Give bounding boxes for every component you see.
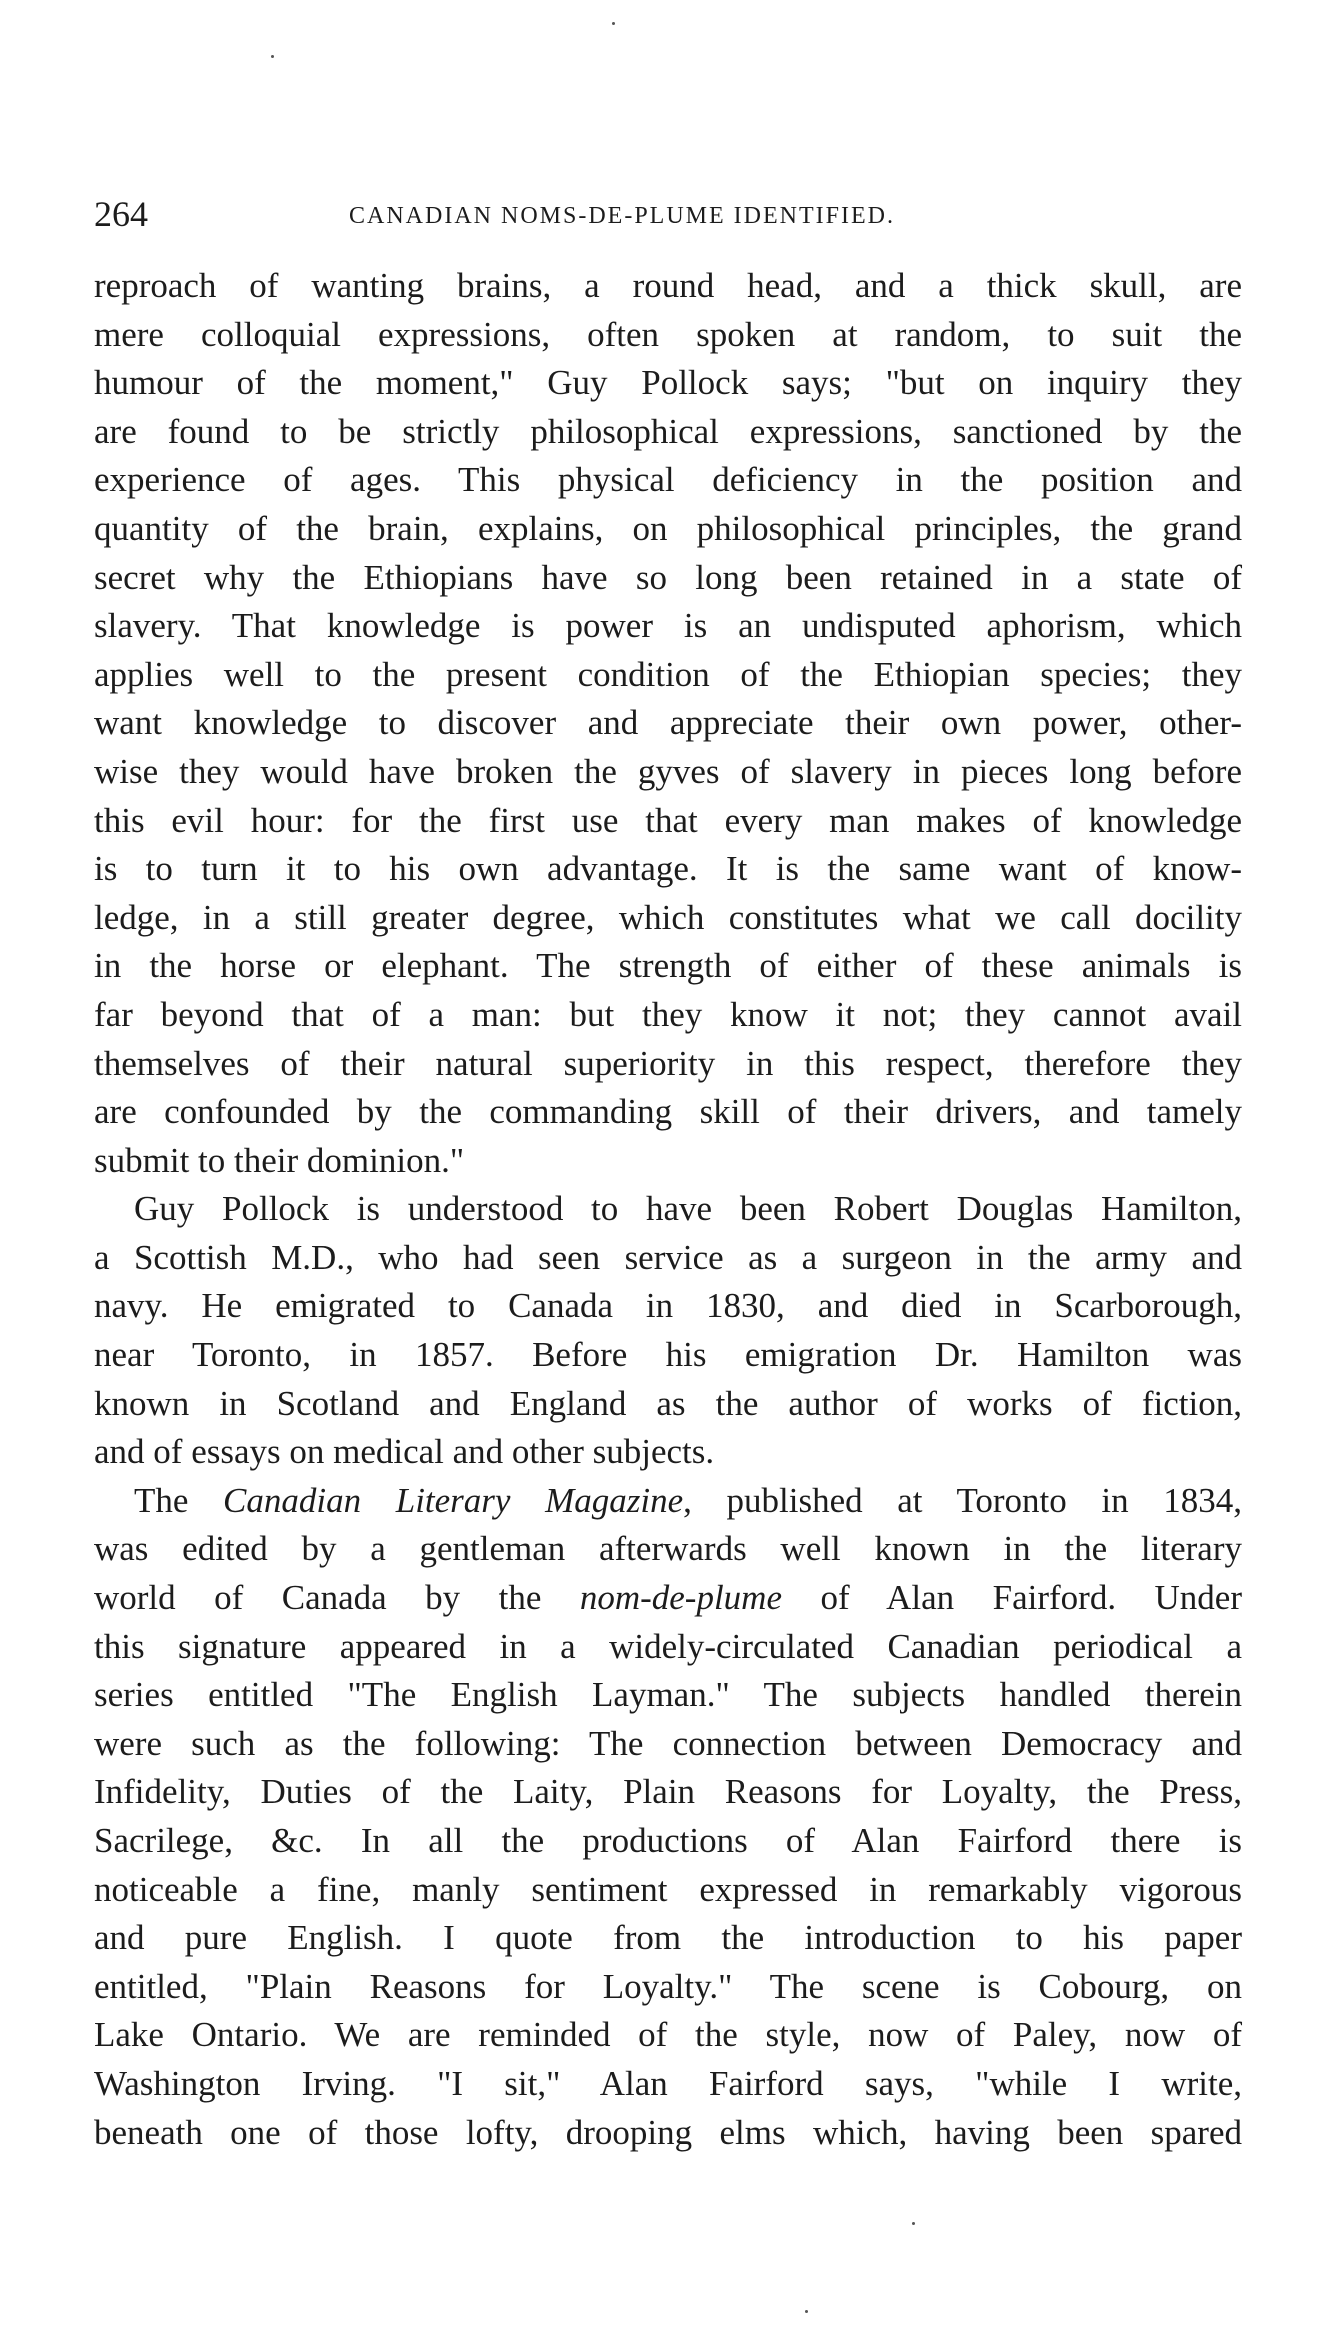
running-title: CANADIAN NOMS-DE-PLUME IDENTIFIED. — [349, 203, 895, 229]
text-line: slavery. That knowledge is power is an undisputed aphorism, which — [94, 606, 1242, 646]
scan-speck — [912, 2222, 915, 2225]
text-line: is to turn it to his own advantage. It is the same want of know- — [94, 849, 1242, 889]
text-line: themselves of their natural superiority in this respect, therefore they — [94, 1043, 1242, 1083]
text-line: near Toronto, in 1857. Before his emigration Dr. Hamilton was — [94, 1335, 1242, 1375]
text-line — [94, 1574, 1242, 1623]
text-line — [94, 1477, 1242, 1526]
text-line: a Scottish M.D., who had seen service as a surgeon in the army and — [94, 1237, 1242, 1277]
text-line: in the horse or elephant. The strength of either of these animals is — [94, 946, 1242, 986]
text-line: wise they would have broken the gyves of slavery in pieces long before — [94, 751, 1242, 791]
text-line: far beyond that of a man: but they know it not; they cannot avail — [94, 994, 1242, 1034]
text-line: are found to be strictly philosophical expressions, sanctioned by the — [94, 411, 1242, 451]
text-line: are confounded by the commanding skill of their drivers, and tamely — [94, 1092, 1242, 1132]
text-line: navy. He emigrated to Canada in 1830, and died in Scarborough, — [94, 1286, 1242, 1326]
text-line: experience of ages. This physical deficiency in the position and — [94, 460, 1242, 500]
text-line: this evil hour: for the first use that every man makes of knowledge — [94, 800, 1242, 840]
text-line: want knowledge to discover and appreciate their own power, other- — [94, 703, 1242, 743]
page-number: 264 — [94, 194, 148, 234]
text-line: known in Scotland and England as the author of works of fiction, — [94, 1383, 1242, 1423]
text-line: series entitled "The English Layman." The subjects handled therein — [94, 1675, 1242, 1715]
text-line: Lake Ontario. We are reminded of the style, now of Paley, now of — [94, 2015, 1242, 2055]
text-line: was edited by a gentleman afterwards well known in the literary — [94, 1529, 1242, 1569]
paragraph-3 — [94, 1477, 1242, 2157]
text-line: applies well to the present condition of the Ethiopian species; they — [94, 654, 1242, 694]
text-line: Washington Irving. "I sit," Alan Fairford says, "while I write, — [94, 2063, 1242, 2103]
text-line: Guy Pollock is understood to have been Robert Douglas Hamilton, — [134, 1189, 1242, 1229]
text-run: , published at Toronto in 1834, — [683, 1480, 1242, 1520]
text-line: mere colloquial expressions, often spoken at random, to suit the — [94, 314, 1242, 354]
scan-speck — [612, 22, 615, 25]
scan-speck — [271, 55, 274, 58]
text-line: entitled, "Plain Reasons for Loyalty." The scene is Cobourg, on — [94, 1966, 1242, 2006]
text-line: secret why the Ethiopians have so long been retained in a state of — [94, 557, 1242, 597]
text-line: and pure English. I quote from the introduction to his paper — [94, 1918, 1242, 1958]
text-line: and of essays on medical and other subjects. — [94, 1432, 715, 1472]
text-line: ledge, in a still greater degree, which constitutes what we call docility — [94, 897, 1242, 937]
body-text — [94, 262, 1242, 2157]
scan-speck — [805, 2310, 808, 2313]
text-run: The — [134, 1480, 224, 1520]
paragraph-2 — [94, 1185, 1242, 1477]
text-line: beneath one of those lofty, drooping elms which, having been spared — [94, 2112, 1242, 2152]
text-run: of Alan Fairford. Under — [781, 1578, 1242, 1618]
italic-title: Canadian Literary Magazine — [223, 1480, 684, 1520]
text-line: reproach of wanting brains, a round head, and a thick skull, are — [94, 266, 1242, 305]
text-line: humour of the moment," Guy Pollock says; "but on inquiry they — [94, 363, 1242, 403]
italic-term: nom-de-plume — [579, 1578, 782, 1618]
text-run: world of Canada by the — [94, 1578, 580, 1618]
text-line: noticeable a fine, manly sentiment expressed in remarkably vigorous — [94, 1869, 1242, 1909]
text-line: were such as the following: The connection between Democracy and — [94, 1723, 1242, 1763]
text-line: submit to their dominion." — [94, 1140, 465, 1180]
paragraph-1 — [94, 262, 1242, 1185]
text-line: Infidelity, Duties of the Laity, Plain Reasons for Loyalty, the Press, — [94, 1772, 1242, 1812]
text-line: quantity of the brain, explains, on philosophical principles, the grand — [94, 508, 1242, 548]
text-line: Sacrilege, &c. In all the productions of Alan Fairford there is — [94, 1821, 1242, 1860]
text-line: this signature appeared in a widely-circulated Canadian periodical a — [94, 1626, 1242, 1666]
page-header — [94, 190, 1242, 240]
